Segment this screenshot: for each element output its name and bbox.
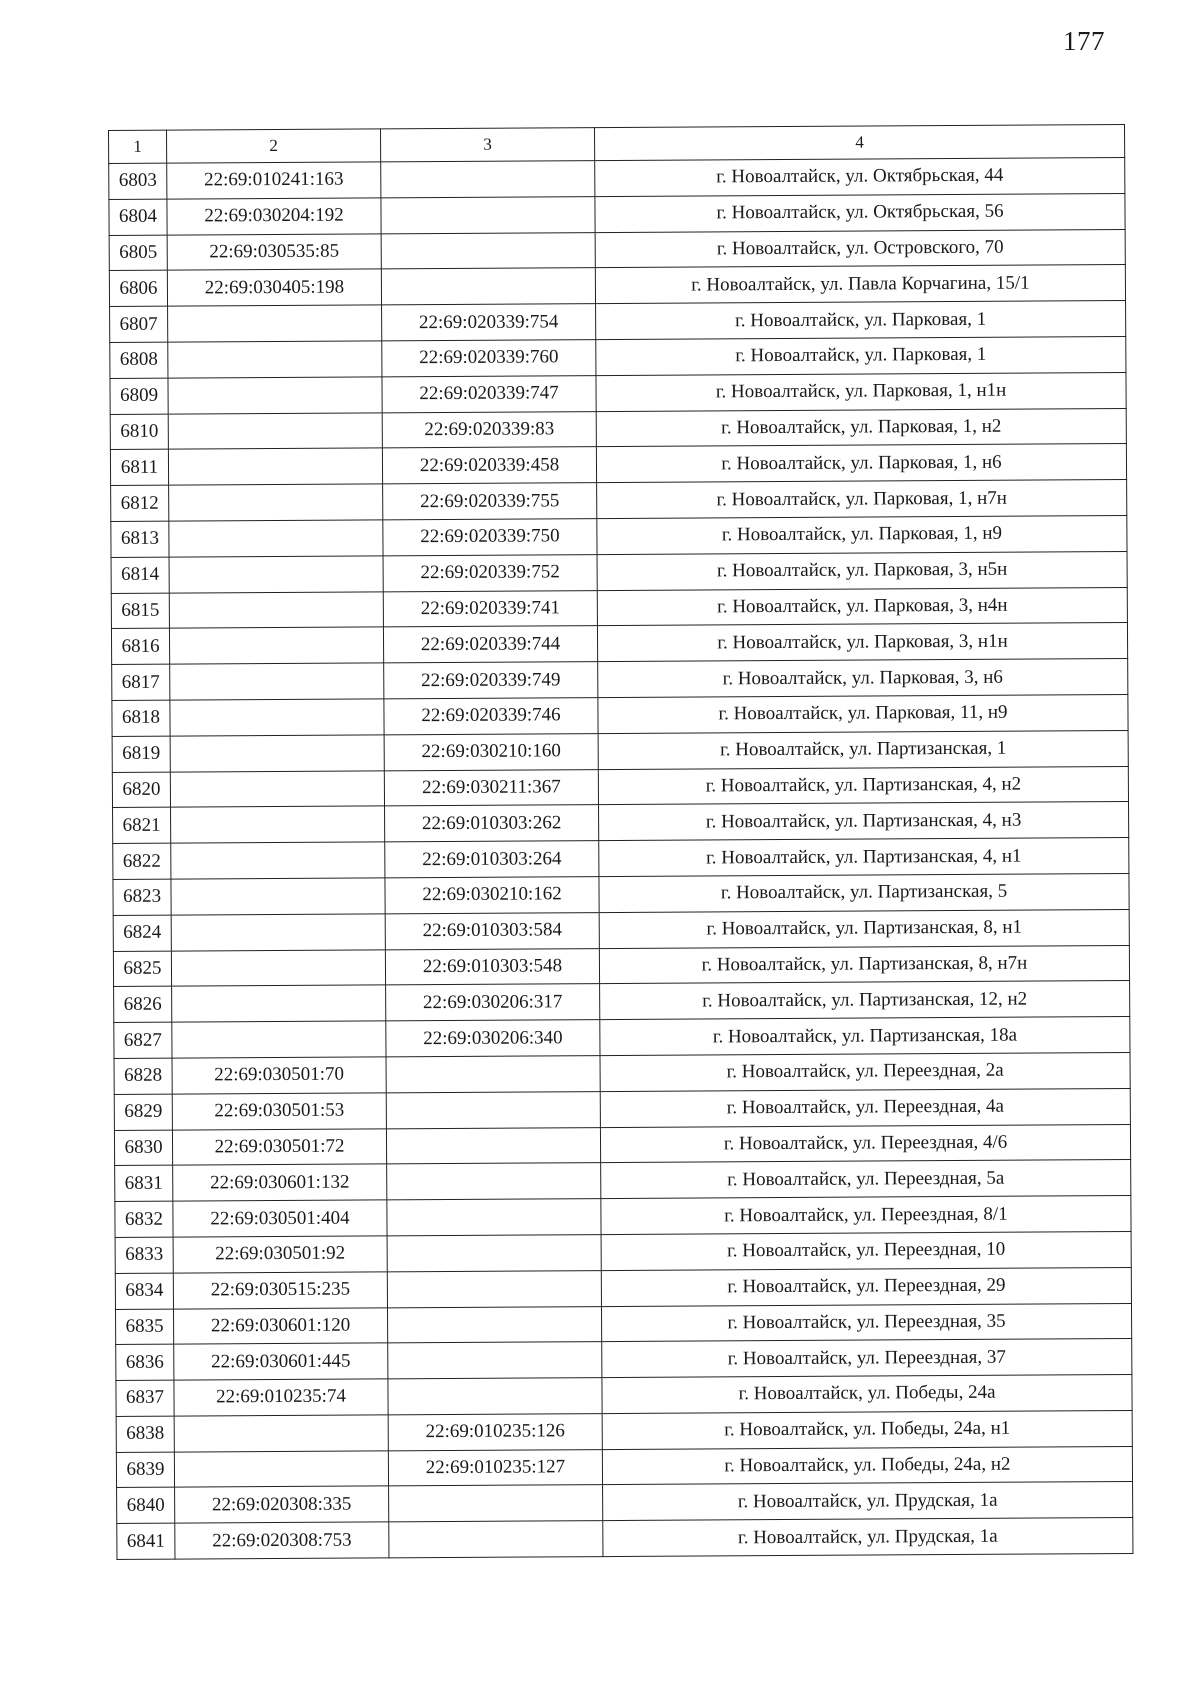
cadastral-number-cell [170,663,384,700]
premises-number-cell [381,232,595,269]
row-number-cell: 6819 [112,736,170,772]
table-row [109,265,1125,307]
row-number-cell: 6814 [111,557,169,593]
row-number-cell: 6809 [110,378,168,414]
row-number-cell: 6839 [116,1452,174,1488]
premises-number-cell: 22:69:030206:340 [386,1020,600,1057]
table-row [112,730,1128,772]
premises-number-cell [386,1091,600,1128]
premises-number-cell: 22:69:020339:83 [382,411,596,448]
premises-number-cell: 22:69:030210:160 [384,733,598,770]
table-row [111,587,1127,629]
address-cell: г. Новоалтайск, ул. Парковая, 1, н9 [597,515,1127,554]
address-cell: г. Новоалтайск, ул. Островского, 70 [595,229,1125,268]
address-cell: г. Новоалтайск, ул. Переездная, 5а [601,1160,1131,1199]
cadastral-number-cell [172,1021,386,1058]
table-row [112,659,1128,701]
cadastral-number-cell: 22:69:010241:163 [167,162,381,199]
cadastral-number-cell [168,305,382,342]
row-number-cell: 6820 [112,772,170,808]
table-row [117,1482,1133,1524]
cadastral-number-cell: 22:69:030501:404 [173,1200,387,1237]
cadastral-number-cell [171,842,385,879]
cadastral-number-cell [174,1451,388,1488]
cadastral-number-cell [169,591,383,628]
address-cell: г. Новоалтайск, ул. Прудская, 1а [603,1482,1133,1521]
table-row [115,1267,1131,1309]
row-number-cell: 6823 [113,879,171,915]
table-row [117,1518,1133,1560]
cadastral-number-cell: 22:69:030601:132 [173,1164,387,1201]
address-cell: г. Новоалтайск, ул. Победы, 24а, н2 [602,1446,1132,1485]
premises-number-cell [389,1521,603,1558]
cadastral-number-cell [170,699,384,736]
cadastral-number-cell [171,949,385,986]
row-number-cell: 6811 [110,450,168,486]
cadastral-number-cell [168,448,382,485]
row-number-cell: 6825 [113,951,171,987]
premises-number-cell: 22:69:010235:126 [388,1413,602,1450]
row-number-cell: 6813 [111,521,169,557]
header-col-2: 2 [167,129,381,163]
premises-number-cell [389,1485,603,1522]
table-row [113,945,1129,987]
address-cell: г. Новоалтайск, ул. Парковая, 1, н2 [596,408,1126,447]
header-col-4: 4 [594,124,1124,160]
premises-number-cell [386,1056,600,1093]
row-number-cell: 6808 [110,342,168,378]
cadastral-number-cell: 22:69:030501:92 [173,1236,387,1273]
premises-number-cell: 22:69:030210:162 [385,877,599,914]
table-row [115,1303,1131,1345]
table-row [116,1446,1132,1488]
cadastral-number-cell [170,770,384,807]
address-cell: г. Новоалтайск, ул. Партизанская, 12, н2 [600,981,1130,1020]
premises-number-cell [388,1342,602,1379]
premises-number-cell: 22:69:030206:317 [386,984,600,1021]
cadastral-number-cell: 22:69:030501:70 [172,1057,386,1094]
row-number-cell: 6817 [112,664,170,700]
table-row [110,336,1126,378]
row-number-cell: 6816 [111,629,169,665]
row-number-cell: 6834 [115,1273,173,1309]
table-row [109,157,1125,199]
premises-number-cell: 22:69:020339:749 [384,662,598,699]
table-row [114,1088,1130,1130]
address-cell: г. Новоалтайск, ул. Переездная, 29 [601,1267,1131,1306]
row-number-cell: 6833 [115,1237,173,1273]
cadastral-number-cell: 22:69:030501:72 [172,1128,386,1165]
premises-number-cell: 22:69:010235:127 [388,1449,602,1486]
header-col-3: 3 [380,128,594,162]
table-row [110,372,1126,414]
header-col-1: 1 [109,130,167,163]
cadastral-number-cell [169,627,383,664]
address-cell: г. Новоалтайск, ул. Партизанская, 4, н2 [598,766,1128,805]
premises-number-cell: 22:69:020339:760 [382,340,596,377]
cadastral-number-cell: 22:69:020308:753 [175,1522,389,1559]
cadastral-number-cell: 22:69:030535:85 [167,233,381,270]
address-cell: г. Новоалтайск, ул. Парковая, 3, н4н [597,587,1127,626]
row-number-cell: 6841 [117,1523,175,1559]
table-row [115,1160,1131,1202]
premises-number-cell [381,161,595,198]
premises-number-cell: 22:69:020339:754 [382,304,596,341]
row-number-cell: 6807 [110,306,168,342]
address-cell: г. Новоалтайск, ул. Парковая, 1 [596,336,1126,375]
row-number-cell: 6838 [116,1416,174,1452]
address-cell: г. Новоалтайск, ул. Переездная, 4/6 [600,1124,1130,1163]
row-number-cell: 6822 [113,843,171,879]
cadastral-number-cell [172,985,386,1022]
row-number-cell: 6806 [109,271,167,307]
cadastral-number-cell: 22:69:030601:445 [174,1343,388,1380]
row-number-cell: 6803 [109,163,167,199]
address-cell: г. Новоалтайск, ул. Партизанская, 18а [600,1017,1130,1056]
address-cell: г. Новоалтайск, ул. Партизанская, 5 [599,873,1129,912]
row-number-cell: 6832 [115,1201,173,1237]
table-row [112,766,1128,808]
address-cell: г. Новоалтайск, ул. Партизанская, 8, н1 [599,909,1129,948]
premises-number-cell: 22:69:010303:264 [385,841,599,878]
table-row [110,301,1126,343]
address-cell: г. Новоалтайск, ул. Павла Корчагина, 15/1 [595,265,1125,304]
address-cell: г. Новоалтайск, ул. Партизанская, 4, н1 [599,838,1129,877]
address-cell: г. Новоалтайск, ул. Переездная, 8/1 [601,1196,1131,1235]
table-row [113,838,1129,880]
table-row [110,408,1126,450]
premises-number-cell: 22:69:020339:458 [382,447,596,484]
premises-number-cell [387,1199,601,1236]
row-number-cell: 6835 [115,1309,173,1345]
table-row [113,873,1129,915]
row-number-cell: 6824 [113,915,171,951]
address-cell: г. Новоалтайск, ул. Парковая, 3, н5н [597,551,1127,590]
table-row [111,623,1127,665]
row-number-cell: 6805 [109,235,167,271]
table-body [109,157,1133,1559]
table-row [111,515,1127,557]
address-cell: г. Новоалтайск, ул. Партизанская, 8, н7н [599,945,1129,984]
premises-number-cell: 22:69:020339:746 [384,698,598,735]
address-cell: г. Новоалтайск, ул. Переездная, 2а [600,1052,1130,1091]
premises-number-cell: 22:69:020339:755 [383,483,597,520]
row-number-cell: 6831 [115,1165,173,1201]
address-cell: г. Новоалтайск, ул. Партизанская, 4, н3 [599,802,1129,841]
address-cell: г. Новоалтайск, ул. Парковая, 1, н1н [596,372,1126,411]
premises-number-cell: 22:69:010303:584 [385,912,599,949]
premises-number-cell [387,1163,601,1200]
premises-number-cell: 22:69:030211:367 [384,769,598,806]
row-number-cell: 6830 [114,1130,172,1166]
premises-number-cell: 22:69:020339:752 [383,554,597,591]
premises-number-cell [387,1306,601,1343]
page-number: 177 [1063,26,1105,56]
table-row [111,480,1127,522]
address-cell: г. Новоалтайск, ул. Парковая, 11, н9 [598,694,1128,733]
row-number-cell: 6837 [116,1380,174,1416]
premises-number-cell: 22:69:020339:750 [383,519,597,556]
row-number-cell: 6804 [109,199,167,235]
cadastral-number-cell [170,735,384,772]
table-row [114,1052,1130,1094]
row-number-cell: 6812 [111,485,169,521]
table-row [109,229,1125,271]
address-cell: г. Новоалтайск, ул. Парковая, 3, н6 [598,659,1128,698]
address-cell: г. Новоалтайск, ул. Переездная, 35 [601,1303,1131,1342]
address-cell: г. Новоалтайск, ул. Партизанская, 1 [598,730,1128,769]
table-row [116,1339,1132,1381]
address-cell: г. Новоалтайск, ул. Октябрьская, 44 [595,157,1125,196]
address-cell: г. Новоалтайск, ул. Переездная, 10 [601,1231,1131,1270]
table-row [114,1017,1130,1059]
cadastral-number-cell [169,556,383,593]
table-row [115,1231,1131,1273]
table-row [116,1375,1132,1417]
premises-number-cell [381,268,595,305]
cadastral-number-cell: 22:69:020308:335 [175,1486,389,1523]
premises-number-cell [388,1378,602,1415]
address-cell: г. Новоалтайск, ул. Переездная, 4а [600,1088,1130,1127]
address-cell: г. Новоалтайск, ул. Октябрьская, 56 [595,193,1125,232]
address-cell: г. Новоалтайск, ул. Прудская, 1а [603,1518,1133,1557]
table-row [109,193,1125,235]
cadastral-number-cell [174,1415,388,1452]
table-row [113,802,1129,844]
address-cell: г. Новоалтайск, ул. Переездная, 37 [602,1339,1132,1378]
address-cell: г. Новоалтайск, ул. Парковая, 1, н6 [596,444,1126,483]
table-row [111,551,1127,593]
cadastral-number-cell: 22:69:030204:192 [167,198,381,235]
row-number-cell: 6836 [116,1344,174,1380]
table-row [114,981,1130,1023]
table-row [112,694,1128,736]
premises-number-cell: 22:69:020339:741 [383,590,597,627]
cadastral-number-cell [168,412,382,449]
row-number-cell: 6840 [117,1488,175,1524]
cadastral-number-cell: 22:69:030601:120 [173,1307,387,1344]
cadastral-number-cell [171,878,385,915]
premises-number-cell [387,1234,601,1271]
cadastral-number-cell [169,520,383,557]
registry-table [108,124,1133,1560]
premises-number-cell: 22:69:010303:548 [385,948,599,985]
cadastral-number-cell [168,341,382,378]
address-cell: г. Новоалтайск, ул. Парковая, 3, н1н [597,623,1127,662]
cadastral-number-cell: 22:69:030515:235 [173,1272,387,1309]
row-number-cell: 6829 [114,1094,172,1130]
cadastral-number-cell: 22:69:030405:198 [167,269,381,306]
table-row [110,444,1126,486]
table-row [116,1410,1132,1452]
cadastral-number-cell [171,806,385,843]
premises-number-cell: 22:69:020339:747 [382,375,596,412]
cadastral-number-cell [168,377,382,414]
premises-number-cell: 22:69:020339:744 [383,626,597,663]
address-cell: г. Новоалтайск, ул. Победы, 24а [602,1375,1132,1414]
premises-number-cell [381,196,595,233]
row-number-cell: 6827 [114,1022,172,1058]
premises-number-cell [387,1270,601,1307]
row-number-cell: 6810 [110,414,168,450]
cadastral-number-cell [169,484,383,521]
address-cell: г. Новоалтайск, ул. Победы, 24а, н1 [602,1410,1132,1449]
cadastral-number-cell: 22:69:010235:74 [174,1379,388,1416]
premises-number-cell [386,1127,600,1164]
premises-number-cell: 22:69:010303:262 [385,805,599,842]
address-cell: г. Новоалтайск, ул. Парковая, 1, н7н [597,480,1127,519]
cadastral-number-cell: 22:69:030501:53 [172,1093,386,1130]
table-row [114,1124,1130,1166]
row-number-cell: 6826 [114,986,172,1022]
row-number-cell: 6828 [114,1058,172,1094]
row-number-cell: 6815 [111,593,169,629]
row-number-cell: 6818 [112,700,170,736]
table-row [115,1196,1131,1238]
address-cell: г. Новоалтайск, ул. Парковая, 1 [596,301,1126,340]
cadastral-number-cell [171,914,385,951]
row-number-cell: 6821 [113,807,171,843]
table-row [113,909,1129,951]
